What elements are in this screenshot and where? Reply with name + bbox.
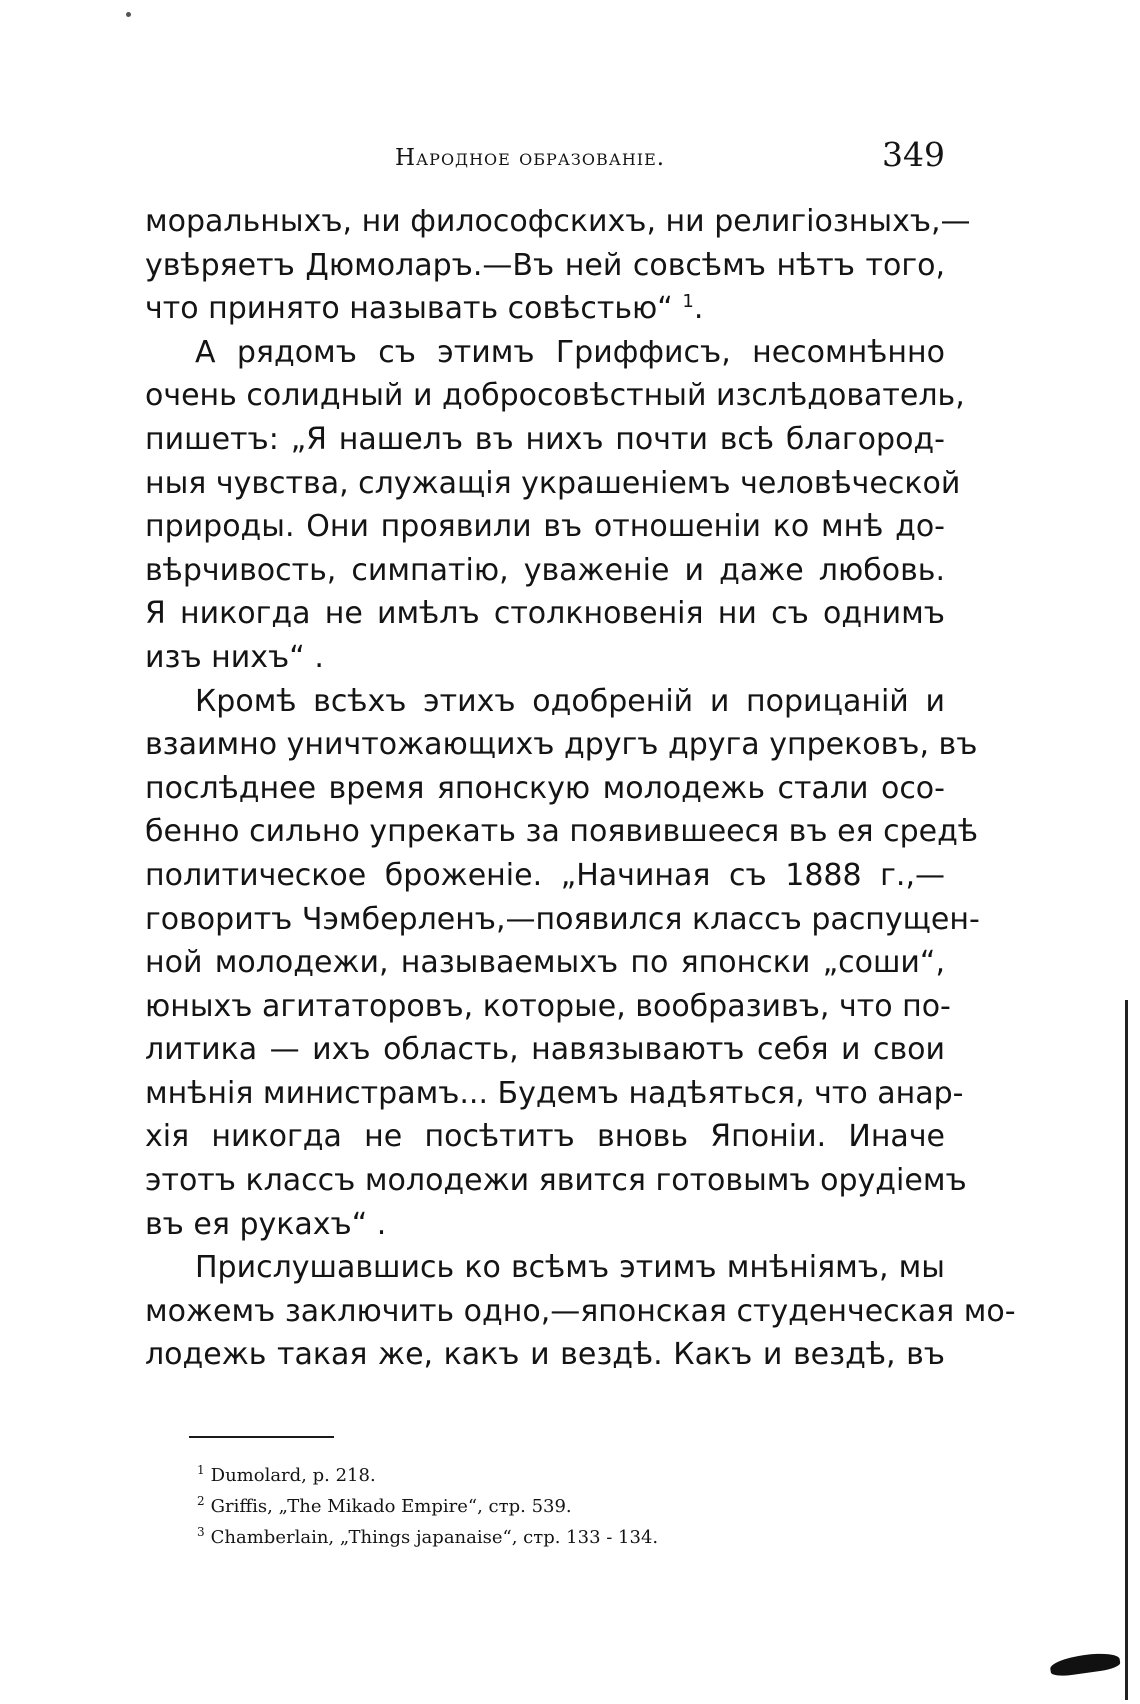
text-line: ной молодежи, называемыхъ по японски „соши“, <box>145 945 945 981</box>
text-line: Прислушавшись ко всѣмъ этимъ мнѣніямъ, мы <box>195 1250 945 1286</box>
chapter-title: Народное образованіе. <box>395 145 666 171</box>
running-head <box>145 135 945 185</box>
text-line: пишетъ: „Я нашелъ въ нихъ почти всѣ благород- <box>145 421 945 457</box>
text-line: моральныхъ, ни философскихъ, ни религіозныхъ,— <box>145 204 971 239</box>
text-line-content: что принято называть совѣстью“ <box>145 291 673 327</box>
text-line: Я никогда не имѣлъ столкновенія ни съ однимъ <box>145 596 945 632</box>
footnote-ref-tail: . <box>693 291 704 327</box>
text-line: бенно сильно упрекать за появившееся въ ея средѣ <box>145 814 979 850</box>
text-line: хія никогда не посѣтитъ вновь Японіи. Иначе <box>145 1119 945 1155</box>
text-line: Кромѣ всѣхъ этихъ одобреній и порицаній и <box>195 683 945 719</box>
text-line: этотъ классъ молодежи явится готовымъ орудіемъ <box>145 1163 967 1199</box>
text-line: ныя чувства, служащія украшеніемъ человѣческой <box>145 465 961 501</box>
footnote-text: Chamberlain, „Things japanaise“, стр. 133 - 134. <box>210 1527 659 1548</box>
text-line: увѣряетъ Дюмоларъ.—Въ ней совсѣмъ нѣтъ того, <box>145 247 945 283</box>
footnote-text: Dumolard, p. 218. <box>210 1465 376 1486</box>
text-line: юныхъ агитаторовъ, которые, вообразивъ, что по- <box>145 988 951 1024</box>
text-line: вѣрчивость, симпатію, уваженіе и даже любовь. <box>145 552 945 588</box>
text-line <box>145 287 945 331</box>
footnote <box>197 1486 658 1517</box>
footnote-mark: 1 <box>197 1463 205 1477</box>
text-line: можемъ заключить одно,—японская студенческая мо- <box>145 1293 1016 1329</box>
text-line: въ ея рукахъ“ . <box>145 1206 387 1242</box>
footnote-mark: 3 <box>197 1525 205 1539</box>
text-line: мнѣнія министрамъ... Будемъ надѣяться, что анар- <box>145 1075 964 1111</box>
text-line: А рядомъ съ этимъ Гриффисъ, несомнѣнно <box>195 334 945 370</box>
footnote-ref: 1 <box>682 291 694 313</box>
text-line: взаимно уничтожающихъ другъ друга упрековъ, въ <box>145 727 978 763</box>
body-text <box>145 200 1016 1377</box>
footnote <box>197 1517 658 1548</box>
footnote-mark: 2 <box>197 1494 205 1508</box>
text-line: литика — ихъ область, навязываютъ себя и свои <box>145 1032 945 1068</box>
text-line: послѣднее время японскую молодежь стали осо- <box>145 770 945 806</box>
scan-speck <box>126 12 131 17</box>
text-line: природы. Они проявили въ отношеніи ко мнѣ до- <box>145 509 945 545</box>
page-number: 349 <box>882 135 945 174</box>
text-line: очень солидный и добросовѣстный изслѣдователь, <box>145 378 965 414</box>
footnote-text: Griffis, „The Mikado Empire“, стр. 539. <box>210 1496 572 1517</box>
footnotes <box>197 1455 658 1548</box>
scan-blot <box>1049 1650 1121 1678</box>
text-line: говоритъ Чэмберленъ,—появился классъ распущен- <box>145 901 980 937</box>
text-line: изъ нихъ“ . <box>145 639 324 675</box>
footnote-separator <box>189 1436 334 1438</box>
page-edge-shadow <box>1125 1000 1128 1700</box>
footnote <box>197 1455 658 1486</box>
text-line: лодежь такая же, какъ и вездѣ. Какъ и вездѣ, въ <box>145 1337 945 1373</box>
text-line: политическое броженіе. „Начиная съ 1888 г.,— <box>145 857 945 893</box>
